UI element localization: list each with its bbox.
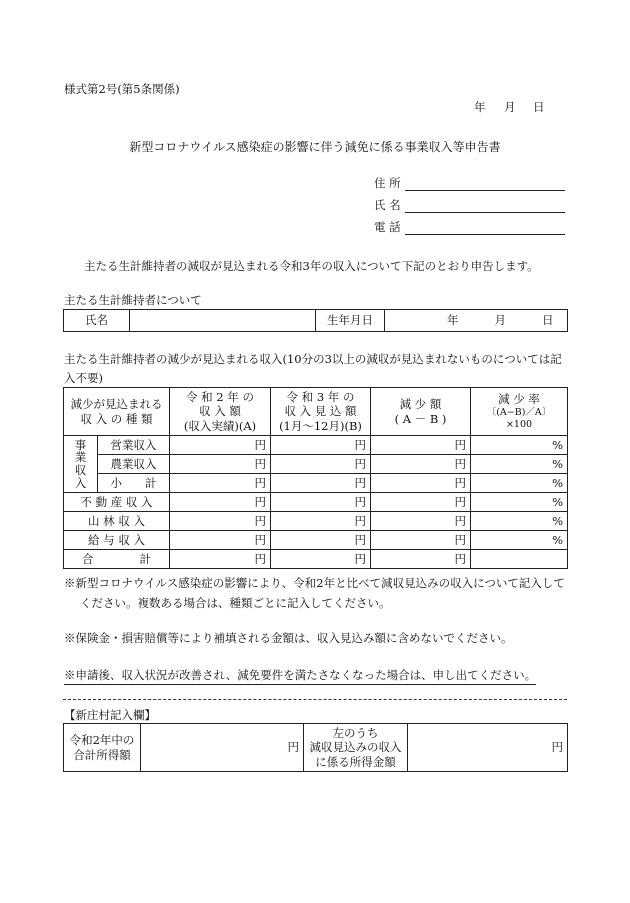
phone-line <box>405 222 565 235</box>
name-line <box>405 200 565 213</box>
r2-amount-input[interactable]: 円 <box>170 474 271 493</box>
decrease-amount-input[interactable]: 円 <box>371 474 471 493</box>
header-r2-income: 令 和 2 年 の 収 入 額 (収入実績)(A) <box>170 388 271 436</box>
note-3: ※申請後、収入状況が改善され、減免要件を満たさなくなった場合は、申し出てください。 <box>64 667 536 685</box>
decrease-amount-input[interactable]: 円 <box>371 512 471 531</box>
header-decrease-amount: 減 少 額 ( A － B ) <box>371 388 471 436</box>
office-reduced-income-label: 左のうち 減収見込みの収入 に係る所得金額 <box>304 724 408 772</box>
name-label: 氏 名 <box>374 198 401 212</box>
income-heading-line2: 入不要) <box>64 371 103 385</box>
r3-amount-input[interactable]: 円 <box>271 436 371 455</box>
decrease-rate-input[interactable]: % <box>471 531 568 550</box>
office-reduced-income-input[interactable]: 円 <box>408 724 568 772</box>
r3-amount-input[interactable]: 円 <box>271 474 371 493</box>
decrease-total-input[interactable]: 円 <box>371 550 471 569</box>
income-table <box>63 387 568 569</box>
office-total-income-label: 令和2年中の 合計所得額 <box>64 724 141 772</box>
row-label: 不 動 産 収 入 <box>64 493 170 512</box>
date-day: 日 <box>533 100 545 114</box>
decrease-rate-input[interactable]: % <box>471 455 568 474</box>
decrease-rate-input[interactable]: % <box>471 436 568 455</box>
row-label: 山 林 収 入 <box>64 512 170 531</box>
row-label: 農業収入 <box>98 455 170 474</box>
note-1-line1: ※新型コロナウイルス感染症の影響により、令和2年と比べて減収見込みの収入について記入して <box>64 576 565 590</box>
row-label: 営業収入 <box>98 436 170 455</box>
decrease-amount-input[interactable]: 円 <box>371 493 471 512</box>
address-field[interactable] <box>374 175 565 191</box>
row-label: 給 与 収 入 <box>64 531 170 550</box>
date-year: 年 <box>474 100 486 114</box>
decrease-amount-input[interactable]: 円 <box>371 531 471 550</box>
office-heading: 【新庄村記入欄】 <box>64 708 156 722</box>
dashed-divider <box>63 699 567 700</box>
note-1-line2: ください。複数ある場合は、種類ごとに記入してください。 <box>80 596 391 610</box>
note-2: ※保険金・損害賠償等により補填される金額は、収入見込み額に含めないでください。 <box>64 631 513 645</box>
table-row <box>64 531 568 550</box>
header-income-type: 減少が見込まれる 収 入 の 種 類 <box>64 388 170 436</box>
earner-name-label: 氏名 <box>64 310 130 332</box>
phone-label: 電 話 <box>374 220 401 234</box>
business-income-group: 事 業 収 入 <box>64 436 98 493</box>
income-header-row <box>64 388 568 436</box>
r2-total-input[interactable]: 円 <box>170 550 271 569</box>
table-row <box>64 436 568 455</box>
r3-amount-input[interactable]: 円 <box>271 531 371 550</box>
r3-total-input[interactable]: 円 <box>271 550 371 569</box>
r3-amount-input[interactable]: 円 <box>271 455 371 474</box>
declaration-text: 主たる生計維持者の減収が見込まれる令和3年の収入について下記のとおり申告します。 <box>84 259 539 273</box>
document-title: 新型コロナウイルス感染症の影響に伴う減免に係る事業収入等申告書 <box>129 140 501 154</box>
decrease-amount-input[interactable]: 円 <box>371 436 471 455</box>
form-number: 様式第2号(第5条関係) <box>64 82 180 96</box>
earner-birth-input[interactable] <box>385 310 568 332</box>
r2-amount-input[interactable]: 円 <box>170 531 271 550</box>
r2-amount-input[interactable]: 円 <box>170 436 271 455</box>
header-r3-estimate: 令 和 3 年 の 収 入 見 込 額 (1月〜12月)(B) <box>271 388 371 436</box>
r2-amount-input[interactable]: 円 <box>170 512 271 531</box>
phone-field[interactable] <box>374 219 565 235</box>
rate-total-empty <box>471 550 568 569</box>
earner-table <box>63 309 568 332</box>
birth-month: 月 <box>494 313 506 328</box>
r2-amount-input[interactable]: 円 <box>170 493 271 512</box>
date-month: 月 <box>504 100 516 114</box>
header-decrease-rate: 減 少 率 〔(A−B)／A〕×100 <box>471 388 568 436</box>
table-row <box>64 474 568 493</box>
income-heading-line1: 主たる生計維持者の減少が見込まれる収入(10分の3以上の減収が見込まれないものについては記 <box>64 352 562 366</box>
earner-heading: 主たる生計維持者について <box>64 293 202 307</box>
r3-amount-input[interactable]: 円 <box>271 512 371 531</box>
office-total-income-input[interactable]: 円 <box>141 724 304 772</box>
earner-birth-label: 生年月日 <box>316 310 385 332</box>
table-row-total <box>64 550 568 569</box>
decrease-rate-input[interactable]: % <box>471 474 568 493</box>
decrease-amount-input[interactable]: 円 <box>371 455 471 474</box>
birth-year: 年 <box>447 313 459 328</box>
office-table <box>63 723 568 772</box>
table-row <box>64 512 568 531</box>
name-field[interactable] <box>374 197 565 213</box>
row-label: 小 計 <box>98 474 170 493</box>
r2-amount-input[interactable]: 円 <box>170 455 271 474</box>
birth-day: 日 <box>542 313 554 328</box>
address-label: 住 所 <box>374 176 401 190</box>
earner-name-input[interactable] <box>130 310 316 332</box>
address-line <box>405 178 565 191</box>
decrease-rate-input[interactable]: % <box>471 512 568 531</box>
table-row <box>64 455 568 474</box>
table-row <box>64 493 568 512</box>
row-label: 合 計 <box>64 550 170 569</box>
decrease-rate-input[interactable]: % <box>471 493 568 512</box>
r3-amount-input[interactable]: 円 <box>271 493 371 512</box>
